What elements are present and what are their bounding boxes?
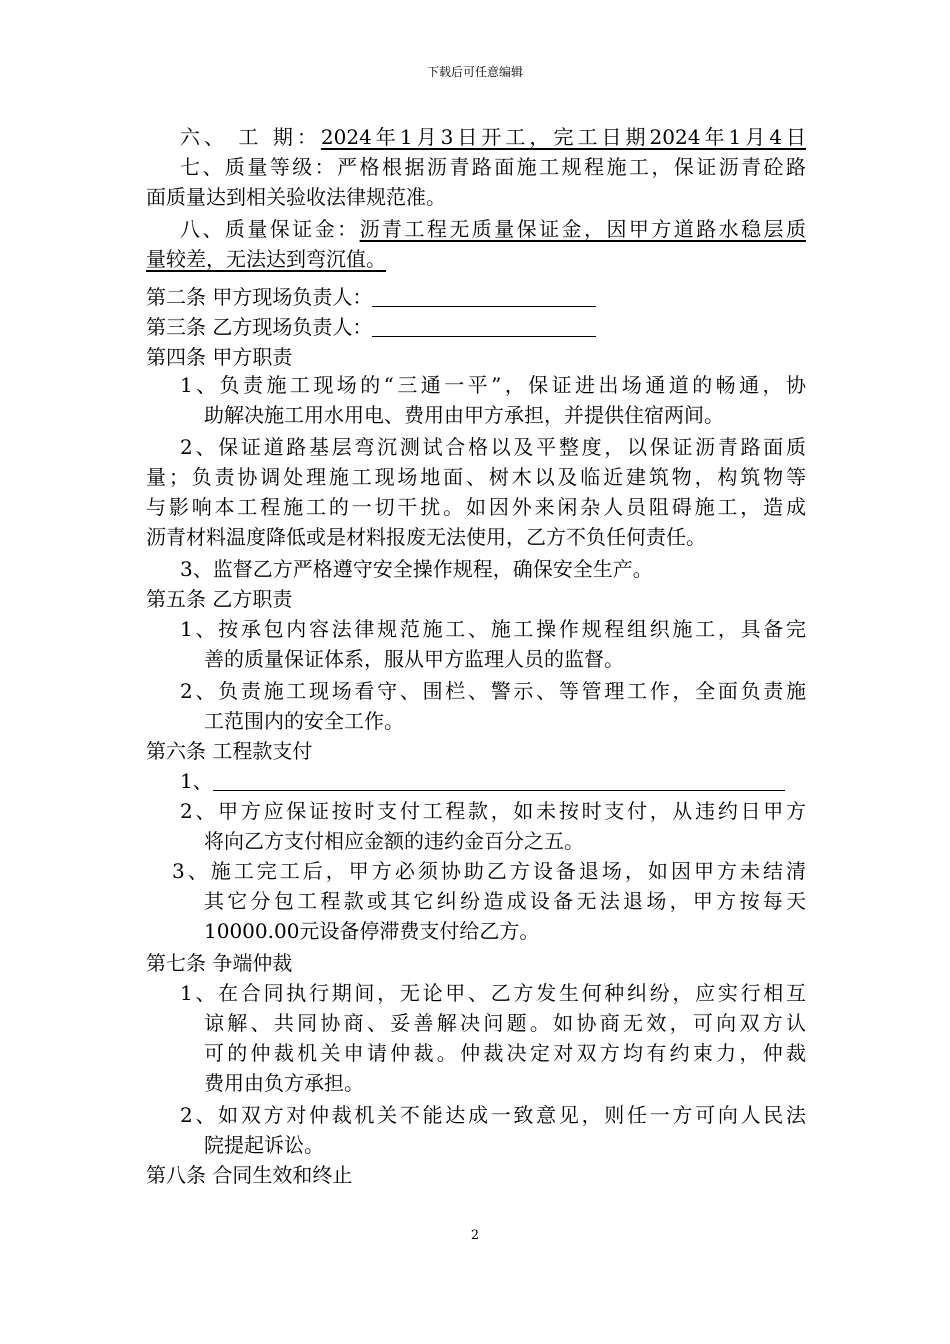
line-text: 第二条 甲方现场负责人： — [146, 285, 373, 309]
line-text: 七、质量等级：严格根据沥青路面施工规程施工，保证沥青砼路 — [180, 155, 806, 179]
text-line — [180, 214, 806, 244]
line-text: 第四条 甲方职责 — [146, 345, 293, 369]
text-line — [180, 1100, 806, 1130]
text-line — [172, 856, 806, 886]
text-line — [146, 1160, 352, 1190]
line-text: 沥青材料温度降低或是材料报废无法使用，乙方不负任何责任。 — [146, 525, 706, 549]
blank-fill-line — [372, 314, 596, 337]
line-text: 3、施工完工后，甲方必须协助乙方设备退场，如因甲方未结清 — [172, 859, 806, 883]
line-text: 3、监督乙方严格遵守安全操作规程，确保安全生产。 — [180, 557, 653, 581]
line-text: 第七条 争端仲裁 — [146, 951, 293, 975]
text-line — [146, 462, 806, 492]
line-text: 八、质量保证金： — [180, 217, 360, 241]
text-line — [204, 886, 806, 916]
text-line — [180, 122, 806, 152]
line-text: 谅解、共同协商、妥善解决问题。如协商无效，可向双方认 — [204, 1011, 806, 1035]
page-header: 下载后可任意编辑 — [426, 65, 523, 79]
text-line — [180, 978, 806, 1008]
line-text-continued: 2024年1月3日开工，完工日期2024年1月4日 — [320, 125, 807, 149]
text-line — [180, 554, 653, 584]
text-line — [204, 1130, 324, 1160]
blank-fill-line — [213, 768, 785, 791]
line-text: 面质量达到相关验收法律规范准。 — [146, 185, 446, 209]
text-line — [146, 244, 386, 274]
text-line — [146, 492, 806, 522]
text-line — [180, 676, 806, 706]
line-text: 助解决施工用水用电、费用由甲方承担，并提供住宿两间。 — [204, 403, 724, 427]
blank-fill-line — [372, 284, 596, 307]
text-line — [146, 948, 292, 978]
text-line — [204, 826, 584, 856]
line-text: 其它分包工程款或其它纠纷造成设备无法退场，甲方按每天 — [204, 889, 806, 913]
text-line — [204, 1038, 806, 1068]
text-line — [204, 706, 404, 736]
line-text: 第三条 乙方现场负责人： — [146, 315, 373, 339]
text-line — [146, 182, 446, 212]
line-text: 可的仲裁机关申请仲裁。仲裁决定对双方均有约束力，仲裁 — [204, 1041, 806, 1065]
text-line — [180, 432, 806, 462]
line-text: 1、在合同执行期间，无论甲、乙方发生何种纠纷，应实行相互 — [180, 981, 806, 1005]
text-line — [180, 614, 806, 644]
text-line — [146, 282, 596, 312]
line-text: 六、 工 期： — [180, 125, 321, 149]
text-line — [204, 916, 539, 946]
line-text: 善的质量保证体系，服从甲方监理人员的监督。 — [204, 647, 624, 671]
text-line — [146, 312, 596, 342]
text-line — [180, 152, 806, 182]
line-text: 2、甲方应保证按时支付工程款，如未按时支付，从违约日甲方 — [180, 799, 806, 823]
line-text: 院提起诉讼。 — [204, 1133, 324, 1157]
text-line — [146, 522, 706, 552]
line-text: 费用由负方承担。 — [204, 1071, 364, 1095]
line-text-continued: 沥青工程无质量保证金，因甲方道路水稳层质 — [359, 217, 807, 241]
line-text: 1、按承包内容法律规范施工、施工操作规程组织施工，具备完 — [180, 617, 806, 641]
line-text: 第五条 乙方职责 — [146, 587, 293, 611]
text-line — [204, 1068, 364, 1098]
text-line — [180, 766, 785, 796]
text-line — [204, 400, 724, 430]
line-text: 2、如双方对仲裁机关不能达成一致意见，则任一方可向人民法 — [180, 1103, 806, 1127]
text-line — [204, 644, 624, 674]
line-text: 第六条 工程款支付 — [146, 739, 313, 763]
text-line — [204, 1008, 806, 1038]
line-text: 第八条 合同生效和终止 — [146, 1163, 353, 1187]
page-number: 2 — [470, 1228, 480, 1243]
line-text: 1、负责施工现场的“三通一平”，保证进出场通道的畅通，协 — [180, 373, 806, 397]
line-text: 2、保证道路基层弯沉测试合格以及平整度，以保证沥青路面质 — [180, 435, 806, 459]
line-text: 10000.00元设备停滞费支付给乙方。 — [204, 919, 540, 943]
text-line — [180, 796, 806, 826]
text-line — [146, 584, 292, 614]
text-line — [146, 736, 312, 766]
text-line — [180, 370, 806, 400]
text-line — [146, 342, 292, 372]
line-text: 工范围内的安全工作。 — [204, 709, 404, 733]
line-text: 将向乙方支付相应金额的违约金百分之五。 — [204, 829, 584, 853]
line-text: 量较差，无法达到弯沉值。 — [146, 247, 386, 271]
line-text: 1、 — [180, 769, 213, 793]
line-text: 2、负责施工现场看守、围栏、警示、等管理工作，全面负责施 — [180, 679, 806, 703]
line-text: 与影响本工程施工的一切干扰。如因外来闲杂人员阻碍施工，造成 — [146, 495, 806, 519]
line-text: 量；负责协调处理施工现场地面、树木以及临近建筑物，构筑物等 — [146, 465, 806, 489]
